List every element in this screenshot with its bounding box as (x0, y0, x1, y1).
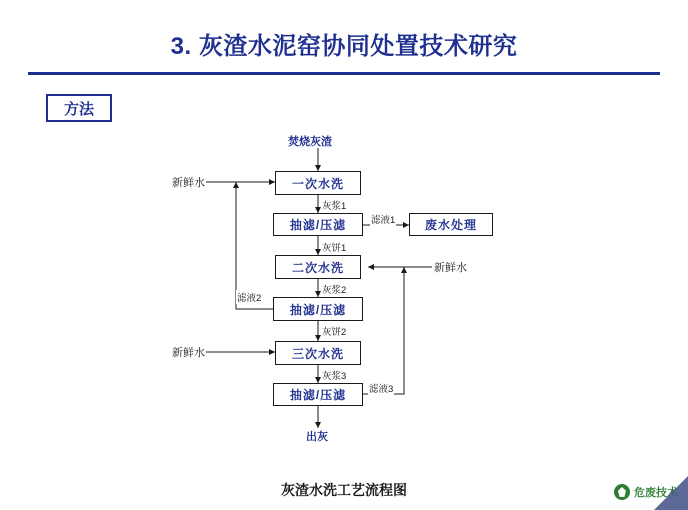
node-wash3: 三次水洗 (275, 341, 361, 365)
node-filter2: 抽滤/压滤 (273, 297, 363, 321)
flow-start-label: 焚烧灰渣 (288, 136, 332, 148)
edge-label-cake1: 灰饼1 (321, 240, 347, 254)
edge-label-cake2: 灰饼2 (321, 324, 347, 338)
node-wastewater-treatment: 废水处理 (409, 213, 493, 236)
edge-label-slurry2: 灰浆2 (321, 282, 347, 296)
node-wash2: 二次水洗 (275, 255, 361, 279)
page-title: 3. 灰渣水泥窑协同处置技术研究 (170, 33, 518, 60)
leaf-icon (614, 484, 630, 500)
edge-label-filtrate3: 滤液3 (368, 381, 394, 395)
watermark-label: 危废技术 (634, 487, 678, 499)
input-fresh-water-3: 新鲜水 (172, 347, 205, 359)
input-fresh-water-2: 新鲜水 (434, 262, 467, 274)
node-filter3: 抽滤/压滤 (273, 383, 363, 406)
node-wash1: 一次水洗 (275, 171, 361, 195)
figure-caption: 灰渣水洗工艺流程图 (281, 482, 407, 498)
edge-label-slurry1: 灰浆1 (321, 198, 347, 212)
corner-decoration (654, 476, 688, 510)
edge-label-slurry3: 灰浆3 (321, 368, 347, 382)
node-filter1: 抽滤/压滤 (273, 213, 363, 236)
flow-end-label: 出灰 (306, 431, 328, 443)
input-fresh-water-1: 新鲜水 (172, 177, 205, 189)
edge-label-filtrate2: 滤液2 (236, 290, 262, 304)
method-badge: 方法 (46, 94, 112, 122)
edge-label-filtrate1: 滤液1 (370, 212, 396, 226)
